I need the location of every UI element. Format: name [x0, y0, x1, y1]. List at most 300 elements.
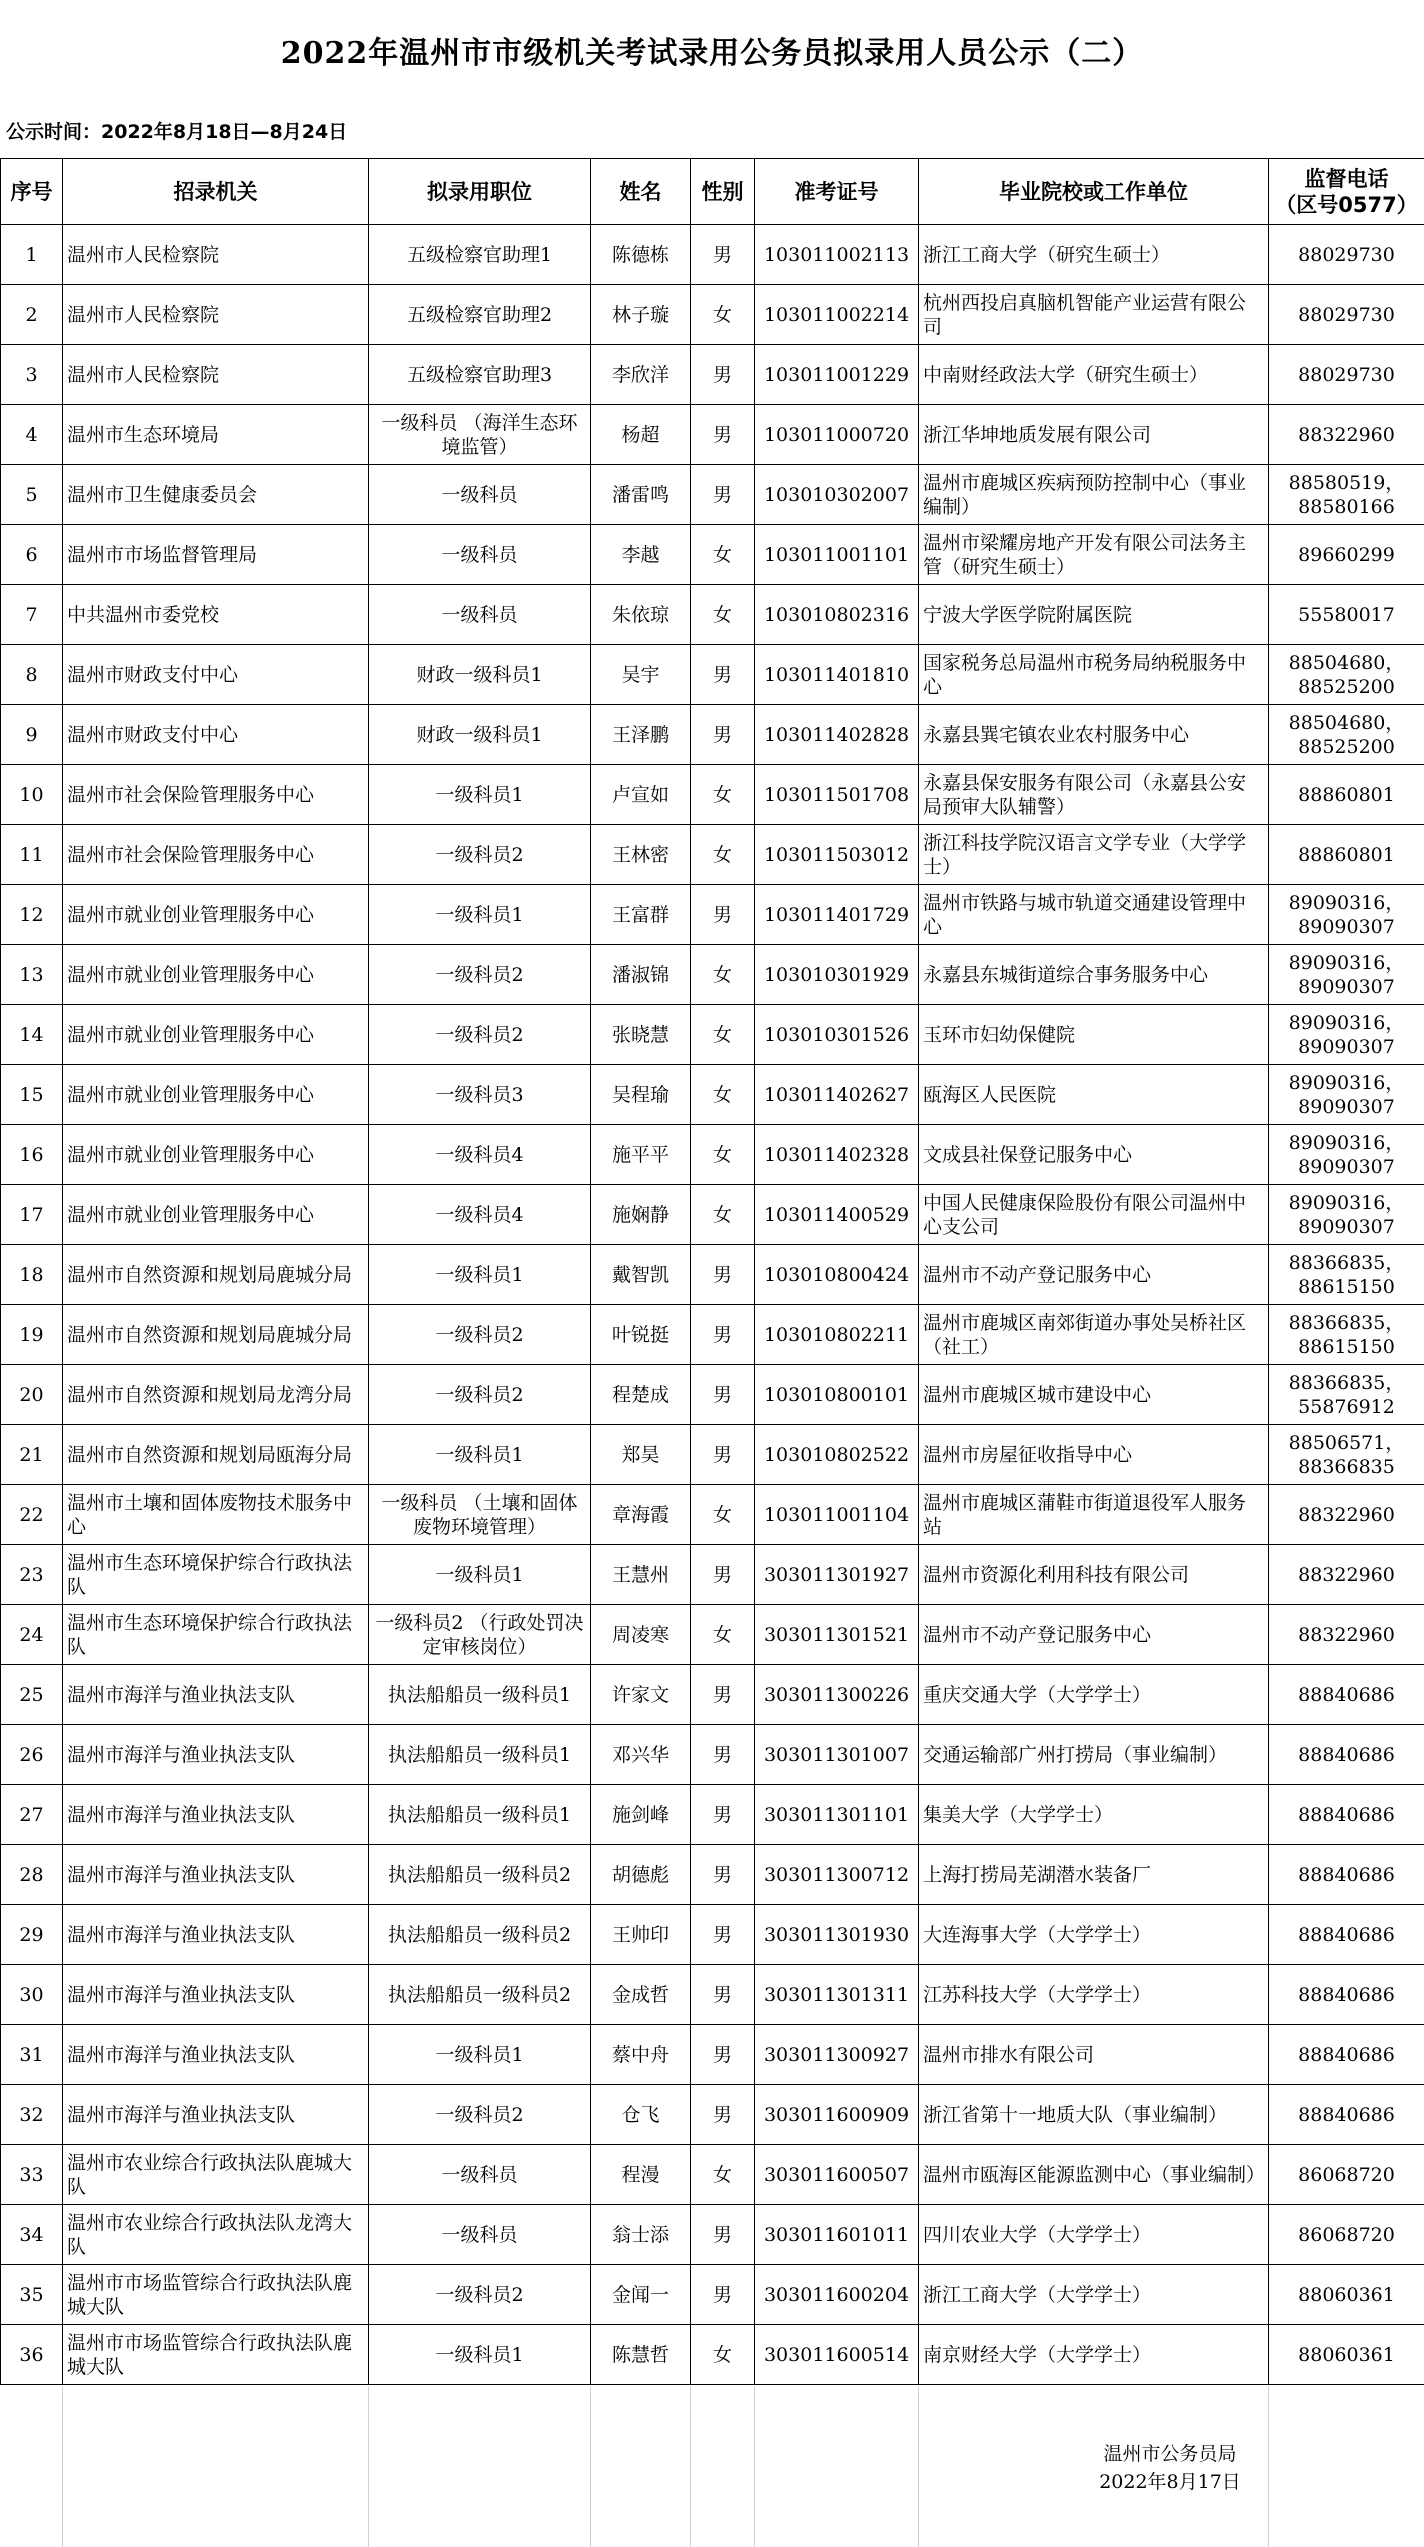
cell-gender: 女: [691, 2145, 755, 2205]
cell-phone: 89090316， 89090307: [1269, 1185, 1424, 1245]
cell-gender: 女: [691, 525, 755, 585]
cell-phone: 88840686: [1269, 1665, 1424, 1725]
header-col-phone: 监督电话 （区号0577）: [1269, 159, 1424, 225]
cell-agency: 温州市人民检察院: [63, 285, 369, 345]
cell-agency: 温州市社会保险管理服务中心: [63, 825, 369, 885]
cell-position: 一级科员1: [369, 885, 591, 945]
cell-exam-id: 103010800101: [755, 1365, 919, 1425]
table-row: [1, 1485, 1424, 1545]
cell-position: 五级检察官助理3: [369, 345, 591, 405]
cell-school-unit: 浙江科技学院汉语言文学专业（大学学士）: [919, 825, 1269, 885]
header-col-exam-id: 准考证号: [755, 159, 919, 225]
table-row: [1, 1185, 1424, 1245]
cell-index: 5: [1, 465, 63, 525]
cell-exam-id: 303011300712: [755, 1845, 919, 1905]
cell-agency: 温州市海洋与渔业执法支队: [63, 1725, 369, 1785]
table-row: [1, 1725, 1424, 1785]
table-row: [1, 945, 1424, 1005]
cell-phone: 88840686: [1269, 1845, 1424, 1905]
cell-agency: 温州市海洋与渔业执法支队: [63, 1965, 369, 2025]
cell-position: 一级科员1: [369, 1245, 591, 1305]
cell-agency: 温州市海洋与渔业执法支队: [63, 1665, 369, 1725]
cell-name: 程楚成: [591, 1365, 691, 1425]
cell-name: 施平平: [591, 1125, 691, 1185]
cell-phone: 88366835， 88615150: [1269, 1305, 1424, 1365]
table-row: [1, 2205, 1424, 2265]
cell-name: 戴智凯: [591, 1245, 691, 1305]
cell-index: 19: [1, 1305, 63, 1365]
cell-exam-id: 103010802211: [755, 1305, 919, 1365]
table-row: [1, 2265, 1424, 2325]
cell-exam-id: 103010802316: [755, 585, 919, 645]
table-row: [1, 2145, 1424, 2205]
cell-agency: 温州市就业创业管理服务中心: [63, 1005, 369, 1065]
cell-gender: 男: [691, 1785, 755, 1845]
cell-exam-id: 303011300927: [755, 2025, 919, 2085]
cell-gender: 男: [691, 1545, 755, 1605]
cell-name: 卢宣如: [591, 765, 691, 825]
cell-gender: 女: [691, 285, 755, 345]
cell-phone: 88366835， 55876912: [1269, 1365, 1424, 1425]
cell-name: 王林密: [591, 825, 691, 885]
cell-index: 11: [1, 825, 63, 885]
table-row: [1, 1425, 1424, 1485]
cell-index: 24: [1, 1605, 63, 1665]
cell-school-unit: 江苏科技大学（大学学士）: [919, 1965, 1269, 2025]
table-row: [1, 885, 1424, 945]
cell-index: 6: [1, 525, 63, 585]
cell-gender: 男: [691, 225, 755, 285]
cell-position: 执法船船员一级科员1: [369, 1665, 591, 1725]
cell-phone: 88060361: [1269, 2325, 1424, 2385]
cell-gender: 女: [691, 1125, 755, 1185]
cell-position: 执法船船员一级科员2: [369, 1845, 591, 1905]
cell-phone: 89090316， 89090307: [1269, 1005, 1424, 1065]
cell-index: 28: [1, 1845, 63, 1905]
cell-phone: 88029730: [1269, 225, 1424, 285]
cell-school-unit: 瓯海区人民医院: [919, 1065, 1269, 1125]
header-col-index: 序号: [1, 159, 63, 225]
cell-agency: 温州市社会保险管理服务中心: [63, 765, 369, 825]
cell-index: 2: [1, 285, 63, 345]
cell-position: 一级科员2: [369, 1005, 591, 1065]
cell-gender: 男: [691, 885, 755, 945]
cell-gender: 男: [691, 705, 755, 765]
cell-index: 22: [1, 1485, 63, 1545]
cell-school-unit: 温州市不动产登记服务中心: [919, 1605, 1269, 1665]
cell-name: 张晓慧: [591, 1005, 691, 1065]
cell-exam-id: 103010800424: [755, 1245, 919, 1305]
cell-school-unit: 集美大学（大学学士）: [919, 1785, 1269, 1845]
cell-position: 一级科员: [369, 2145, 591, 2205]
cell-position: 一级科员2: [369, 1305, 591, 1365]
cell-gender: 男: [691, 2025, 755, 2085]
cell-exam-id: 303011300226: [755, 1665, 919, 1725]
cell-exam-id: 103011001104: [755, 1485, 919, 1545]
cell-school-unit: 温州市梁耀房地产开发有限公司法务主管（研究生硕士）: [919, 525, 1269, 585]
cell-gender: 男: [691, 1425, 755, 1485]
cell-position: 一级科员1: [369, 1425, 591, 1485]
cell-school-unit: 永嘉县巽宅镇农业农村服务中心: [919, 705, 1269, 765]
cell-position: 一级科员1: [369, 2025, 591, 2085]
table-row: [1, 1545, 1424, 1605]
header-col-gender: 性别: [691, 159, 755, 225]
cell-name: 吴宇: [591, 645, 691, 705]
cell-school-unit: 浙江省第十一地质大队（事业编制）: [919, 2085, 1269, 2145]
cell-index: 4: [1, 405, 63, 465]
cell-agency: 温州市就业创业管理服务中心: [63, 885, 369, 945]
cell-exam-id: 103011402328: [755, 1125, 919, 1185]
cell-position: 执法船船员一级科员1: [369, 1785, 591, 1845]
cell-name: 潘雷鸣: [591, 465, 691, 525]
cell-index: 9: [1, 705, 63, 765]
cell-gender: 男: [691, 1725, 755, 1785]
cell-agency: 温州市土壤和固体废物技术服务中心: [63, 1485, 369, 1545]
table-row: [1, 1605, 1424, 1665]
cell-gender: 女: [691, 585, 755, 645]
cell-phone: 89660299: [1269, 525, 1424, 585]
cell-index: 29: [1, 1905, 63, 1965]
cell-gender: 男: [691, 1905, 755, 1965]
cell-school-unit: 交通运输部广州打捞局（事业编制）: [919, 1725, 1269, 1785]
cell-school-unit: 永嘉县东城街道综合事务服务中心: [919, 945, 1269, 1005]
cell-gender: 男: [691, 1665, 755, 1725]
cell-school-unit: 温州市鹿城区蒲鞋市街道退役军人服务站: [919, 1485, 1269, 1545]
cell-position: 一级科员1: [369, 1545, 591, 1605]
cell-gender: 男: [691, 465, 755, 525]
table-row: [1, 2085, 1424, 2145]
cell-school-unit: 四川农业大学（大学学士）: [919, 2205, 1269, 2265]
cell-gender: 男: [691, 405, 755, 465]
table-row: [1, 1365, 1424, 1425]
cell-name: 邓兴华: [591, 1725, 691, 1785]
cell-agency: 温州市海洋与渔业执法支队: [63, 1785, 369, 1845]
cell-name: 李越: [591, 525, 691, 585]
cell-position: 一级科员2: [369, 2085, 591, 2145]
cell-school-unit: 温州市房屋征收指导中心: [919, 1425, 1269, 1485]
cell-position: 一级科员2: [369, 2265, 591, 2325]
cell-school-unit: 温州市鹿城区疾病预防控制中心（事业编制）: [919, 465, 1269, 525]
cell-school-unit: 宁波大学医学院附属医院: [919, 585, 1269, 645]
cell-name: 许家文: [591, 1665, 691, 1725]
table-row: [1, 645, 1424, 705]
cell-name: 杨超: [591, 405, 691, 465]
header-col-agency: 招录机关: [63, 159, 369, 225]
cell-phone: 88840686: [1269, 1965, 1424, 2025]
cell-gender: 女: [691, 1005, 755, 1065]
cell-name: 程漫: [591, 2145, 691, 2205]
cell-agency: 温州市海洋与渔业执法支队: [63, 2085, 369, 2145]
cell-name: 施剑峰: [591, 1785, 691, 1845]
cell-exam-id: 303011301927: [755, 1545, 919, 1605]
cell-exam-id: 303011600204: [755, 2265, 919, 2325]
cell-phone: 88366835， 88615150: [1269, 1245, 1424, 1305]
cell-phone: 88504680， 88525200: [1269, 705, 1424, 765]
cell-gender: 女: [691, 1605, 755, 1665]
cell-exam-id: 103011401810: [755, 645, 919, 705]
cell-index: 27: [1, 1785, 63, 1845]
cell-exam-id: 303011301521: [755, 1605, 919, 1665]
cell-phone: 88029730: [1269, 285, 1424, 345]
cell-index: 17: [1, 1185, 63, 1245]
cell-gender: 男: [691, 1365, 755, 1425]
cell-name: 仓飞: [591, 2085, 691, 2145]
cell-exam-id: 103011001229: [755, 345, 919, 405]
cell-index: 18: [1, 1245, 63, 1305]
cell-gender: 女: [691, 765, 755, 825]
cell-phone: 88840686: [1269, 2085, 1424, 2145]
cell-exam-id: 103011501708: [755, 765, 919, 825]
cell-agency: 温州市自然资源和规划局瓯海分局: [63, 1425, 369, 1485]
cell-phone: 89090316， 89090307: [1269, 945, 1424, 1005]
cell-position: 一级科员4: [369, 1185, 591, 1245]
cell-index: 21: [1, 1425, 63, 1485]
cell-school-unit: 温州市资源化利用科技有限公司: [919, 1545, 1269, 1605]
cell-gender: 男: [691, 2085, 755, 2145]
cell-index: 32: [1, 2085, 63, 2145]
cell-exam-id: 103010302007: [755, 465, 919, 525]
cell-gender: 女: [691, 1065, 755, 1125]
cell-exam-id: 103011402828: [755, 705, 919, 765]
cell-phone: 89090316， 89090307: [1269, 1125, 1424, 1185]
cell-exam-id: 103010301929: [755, 945, 919, 1005]
cell-agency: 温州市卫生健康委员会: [63, 465, 369, 525]
grid-divider: [368, 2386, 369, 2547]
grid-divider: [590, 2386, 591, 2547]
cell-index: 26: [1, 1725, 63, 1785]
cell-phone: 89090316， 89090307: [1269, 1065, 1424, 1125]
table-row: [1, 525, 1424, 585]
table-row: [1, 1785, 1424, 1845]
cell-name: 蔡中舟: [591, 2025, 691, 2085]
cell-position: 一级科员 （土壤和固体废物环境管理）: [369, 1485, 591, 1545]
cell-phone: 88322960: [1269, 1485, 1424, 1545]
cell-agency: 温州市自然资源和规划局龙湾分局: [63, 1365, 369, 1425]
grid-divider: [62, 2386, 63, 2547]
table-row: [1, 225, 1424, 285]
cell-gender: 男: [691, 1965, 755, 2025]
table-row: [1, 1905, 1424, 1965]
header-col-position: 拟录用职位: [369, 159, 591, 225]
cell-school-unit: 中南财经政法大学（研究生硕士）: [919, 345, 1269, 405]
table-row: [1, 1125, 1424, 1185]
cell-index: 31: [1, 2025, 63, 2085]
table-row: [1, 705, 1424, 765]
cell-school-unit: 浙江工商大学（研究生硕士）: [919, 225, 1269, 285]
cell-index: 3: [1, 345, 63, 405]
cell-name: 章海霞: [591, 1485, 691, 1545]
cell-index: 12: [1, 885, 63, 945]
cell-agency: 温州市市场监管综合行政执法队鹿城大队: [63, 2265, 369, 2325]
cell-name: 吴程瑜: [591, 1065, 691, 1125]
cell-exam-id: 303011600507: [755, 2145, 919, 2205]
cell-school-unit: 浙江工商大学（大学学士）: [919, 2265, 1269, 2325]
table-row: [1, 2325, 1424, 2385]
cell-exam-id: 303011600909: [755, 2085, 919, 2145]
cell-agency: 中共温州市委党校: [63, 585, 369, 645]
cell-phone: 88860801: [1269, 765, 1424, 825]
cell-index: 1: [1, 225, 63, 285]
cell-agency: 温州市自然资源和规划局鹿城分局: [63, 1245, 369, 1305]
cell-exam-id: 103011002214: [755, 285, 919, 345]
cell-exam-id: 303011601011: [755, 2205, 919, 2265]
cell-school-unit: 中国人民健康保险股份有限公司温州中心支公司: [919, 1185, 1269, 1245]
cell-position: 一级科员1: [369, 2325, 591, 2385]
cell-gender: 男: [691, 2205, 755, 2265]
cell-gender: 男: [691, 2265, 755, 2325]
cell-school-unit: 重庆交通大学（大学学士）: [919, 1665, 1269, 1725]
cell-school-unit: 温州市鹿城区南郊街道办事处吴桥社区（社工）: [919, 1305, 1269, 1365]
cell-agency: 温州市生态环境保护综合行政执法队: [63, 1605, 369, 1665]
cell-gender: 女: [691, 945, 755, 1005]
cell-name: 李欣洋: [591, 345, 691, 405]
cell-exam-id: 103011000720: [755, 405, 919, 465]
cell-agency: 温州市就业创业管理服务中心: [63, 945, 369, 1005]
table-row: [1, 2025, 1424, 2085]
cell-index: 16: [1, 1125, 63, 1185]
cell-school-unit: 大连海事大学（大学学士）: [919, 1905, 1269, 1965]
cell-agency: 温州市市场监管综合行政执法队鹿城大队: [63, 2325, 369, 2385]
cell-position: 财政一级科员1: [369, 645, 591, 705]
cell-exam-id: 303011301930: [755, 1905, 919, 1965]
cell-phone: 86068720: [1269, 2145, 1424, 2205]
cell-gender: 女: [691, 2325, 755, 2385]
cell-phone: 88060361: [1269, 2265, 1424, 2325]
hiring-table: [0, 158, 1424, 2385]
cell-index: 7: [1, 585, 63, 645]
cell-name: 王富群: [591, 885, 691, 945]
cell-position: 五级检察官助理2: [369, 285, 591, 345]
cell-exam-id: 103010802522: [755, 1425, 919, 1485]
cell-index: 34: [1, 2205, 63, 2265]
cell-phone: 88840686: [1269, 1905, 1424, 1965]
cell-name: 林子璇: [591, 285, 691, 345]
cell-agency: 温州市海洋与渔业执法支队: [63, 1905, 369, 1965]
cell-phone: 88322960: [1269, 1605, 1424, 1665]
cell-exam-id: 103011400529: [755, 1185, 919, 1245]
cell-phone: 88029730: [1269, 345, 1424, 405]
cell-gender: 女: [691, 1485, 755, 1545]
cell-agency: 温州市就业创业管理服务中心: [63, 1065, 369, 1125]
cell-position: 执法船船员一级科员1: [369, 1725, 591, 1785]
table-row: [1, 1965, 1424, 2025]
cell-exam-id: 103011402627: [755, 1065, 919, 1125]
cell-gender: 女: [691, 825, 755, 885]
cell-position: 一级科员1: [369, 765, 591, 825]
cell-exam-id: 303011301007: [755, 1725, 919, 1785]
cell-agency: 温州市海洋与渔业执法支队: [63, 1845, 369, 1905]
table-row: [1, 465, 1424, 525]
table-row: [1, 585, 1424, 645]
cell-exam-id: 303011600514: [755, 2325, 919, 2385]
cell-agency: 温州市生态环境保护综合行政执法队: [63, 1545, 369, 1605]
cell-phone: 55580017: [1269, 585, 1424, 645]
cell-school-unit: 永嘉县保安服务有限公司（永嘉县公安局预审大队辅警）: [919, 765, 1269, 825]
footer-date: 2022年8月17日: [1099, 2471, 1241, 2493]
cell-name: 潘淑锦: [591, 945, 691, 1005]
cell-agency: 温州市农业综合行政执法队龙湾大队: [63, 2205, 369, 2265]
cell-index: 20: [1, 1365, 63, 1425]
footer-issuer: 温州市公务员局: [1103, 2443, 1237, 2465]
cell-position: 一级科员: [369, 525, 591, 585]
cell-gender: 男: [691, 645, 755, 705]
cell-position: 财政一级科员1: [369, 705, 591, 765]
cell-index: 33: [1, 2145, 63, 2205]
cell-gender: 男: [691, 345, 755, 405]
cell-school-unit: 上海打捞局芜湖潜水装备厂: [919, 1845, 1269, 1905]
cell-phone: 88580519， 88580166: [1269, 465, 1424, 525]
cell-agency: 温州市生态环境局: [63, 405, 369, 465]
grid-divider: [754, 2386, 755, 2547]
cell-gender: 女: [691, 1185, 755, 1245]
cell-name: 翁士添: [591, 2205, 691, 2265]
cell-name: 陈德栋: [591, 225, 691, 285]
table-row: [1, 1065, 1424, 1125]
cell-gender: 男: [691, 1305, 755, 1365]
cell-phone: 88504680， 88525200: [1269, 645, 1424, 705]
cell-position: 一级科员: [369, 465, 591, 525]
cell-exam-id: 303011301311: [755, 1965, 919, 2025]
cell-position: 一级科员2: [369, 945, 591, 1005]
cell-school-unit: 温州市排水有限公司: [919, 2025, 1269, 2085]
cell-position: 一级科员2 （行政处罚决定审核岗位）: [369, 1605, 591, 1665]
cell-agency: 温州市市场监督管理局: [63, 525, 369, 585]
cell-agency: 温州市农业综合行政执法队鹿城大队: [63, 2145, 369, 2205]
cell-index: 8: [1, 645, 63, 705]
cell-agency: 温州市就业创业管理服务中心: [63, 1185, 369, 1245]
grid-divider: [918, 2386, 919, 2547]
cell-name: 金成哲: [591, 1965, 691, 2025]
cell-exam-id: 103011401729: [755, 885, 919, 945]
cell-position: 执法船船员一级科员2: [369, 1905, 591, 1965]
cell-position: 一级科员 （海洋生态环境监管）: [369, 405, 591, 465]
cell-school-unit: 文成县社保登记服务中心: [919, 1125, 1269, 1185]
cell-index: 30: [1, 1965, 63, 2025]
cell-phone: 88322960: [1269, 1545, 1424, 1605]
cell-school-unit: 杭州西投启真脑机智能产业运营有限公司: [919, 285, 1269, 345]
cell-index: 25: [1, 1665, 63, 1725]
cell-phone: 88840686: [1269, 1785, 1424, 1845]
cell-exam-id: 103010301526: [755, 1005, 919, 1065]
cell-exam-id: 103011001101: [755, 525, 919, 585]
cell-name: 朱依琼: [591, 585, 691, 645]
page-title: 2022年温州市市级机关考试录用公务员拟录用人员公示（二）: [280, 36, 1144, 71]
table-row: [1, 285, 1424, 345]
cell-index: 23: [1, 1545, 63, 1605]
cell-position: 五级检察官助理1: [369, 225, 591, 285]
cell-name: 陈慧哲: [591, 2325, 691, 2385]
cell-index: 36: [1, 2325, 63, 2385]
cell-name: 胡德彪: [591, 1845, 691, 1905]
cell-index: 13: [1, 945, 63, 1005]
table-row: [1, 1245, 1424, 1305]
header-col-name: 姓名: [591, 159, 691, 225]
cell-school-unit: 温州市鹿城区城市建设中心: [919, 1365, 1269, 1425]
cell-school-unit: 浙江华坤地质发展有限公司: [919, 405, 1269, 465]
cell-school-unit: 国家税务总局温州市税务局纳税服务中心: [919, 645, 1269, 705]
cell-position: 一级科员2: [369, 1365, 591, 1425]
table-row: [1, 405, 1424, 465]
cell-agency: 温州市财政支付中心: [63, 645, 369, 705]
cell-gender: 男: [691, 1245, 755, 1305]
cell-index: 35: [1, 2265, 63, 2325]
cell-index: 15: [1, 1065, 63, 1125]
cell-agency: 温州市人民检察院: [63, 345, 369, 405]
cell-position: 一级科员: [369, 585, 591, 645]
cell-school-unit: 温州市铁路与城市轨道交通建设管理中心: [919, 885, 1269, 945]
cell-gender: 男: [691, 1845, 755, 1905]
cell-index: 10: [1, 765, 63, 825]
